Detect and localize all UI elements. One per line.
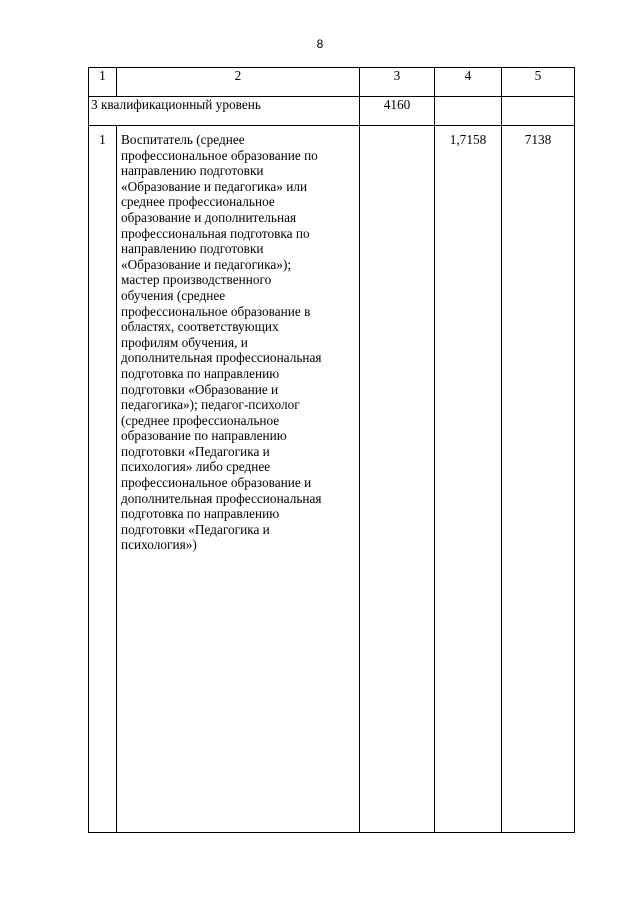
row-coefficient: 1,7158	[435, 126, 502, 833]
description-line: профессиональное образование по	[121, 147, 318, 163]
description-line: «Образование и педагогика» или	[121, 178, 308, 194]
description-line: подготовка по направлению	[121, 506, 280, 522]
header-col-2: 2	[117, 68, 360, 97]
description-line: педагогика»); педагог-психолог	[121, 397, 300, 413]
description-line: психология» либо среднее	[121, 459, 271, 475]
row-col-3	[360, 126, 435, 833]
header-col-3: 3	[360, 68, 435, 97]
qualification-level-base-salary: 4160	[360, 97, 435, 126]
position-description	[117, 126, 360, 833]
header-col-1: 1	[89, 68, 117, 97]
description-line: Воспитатель (среднее	[121, 132, 245, 147]
description-line: (среднее профессиональное	[121, 412, 280, 428]
description-line: направлению подготовки	[121, 241, 264, 257]
qualification-level-row	[89, 97, 575, 126]
qualification-level-label: 3 квалификационный уровень	[89, 97, 360, 126]
row-number: 1	[89, 126, 117, 833]
page-number: 8	[316, 37, 324, 51]
description-line: дополнительная профессиональная	[121, 490, 322, 506]
description-line: среднее профессиональное	[121, 194, 275, 210]
salary-table	[88, 67, 575, 833]
description-line: подготовки «Педагогика и	[121, 521, 270, 537]
header-col-5: 5	[502, 68, 575, 97]
description-line: дополнительная профессиональная	[121, 350, 322, 366]
description-line: профилям обучения, и	[121, 334, 248, 350]
description-line: обучения (среднее	[121, 287, 226, 303]
description-line: профессиональное образование в	[121, 303, 311, 319]
qualification-level-col-4	[435, 97, 502, 126]
description-line: профессиональное образование и	[121, 475, 312, 491]
description-line: образование и дополнительная	[121, 209, 297, 225]
row-salary: 7138	[502, 126, 575, 833]
description-line: подготовки «Образование и	[121, 381, 279, 397]
description-line: профессиональная подготовка по	[121, 225, 310, 241]
header-col-4: 4	[435, 68, 502, 97]
description-line: «Образование и педагогика»);	[121, 256, 292, 272]
qualification-level-col-5	[502, 97, 575, 126]
table-row	[89, 126, 575, 833]
description-line: психология»)	[121, 537, 197, 553]
description-line: областях, соответствующих	[121, 319, 279, 335]
description-line: подготовка по направлению	[121, 365, 280, 381]
description-line: образование по направлению	[121, 428, 287, 444]
description-line: подготовки «Педагогика и	[121, 443, 270, 459]
description-line: мастер производственного	[121, 272, 272, 288]
description-line: направлению подготовки	[121, 163, 264, 179]
table-header-row	[89, 68, 575, 97]
